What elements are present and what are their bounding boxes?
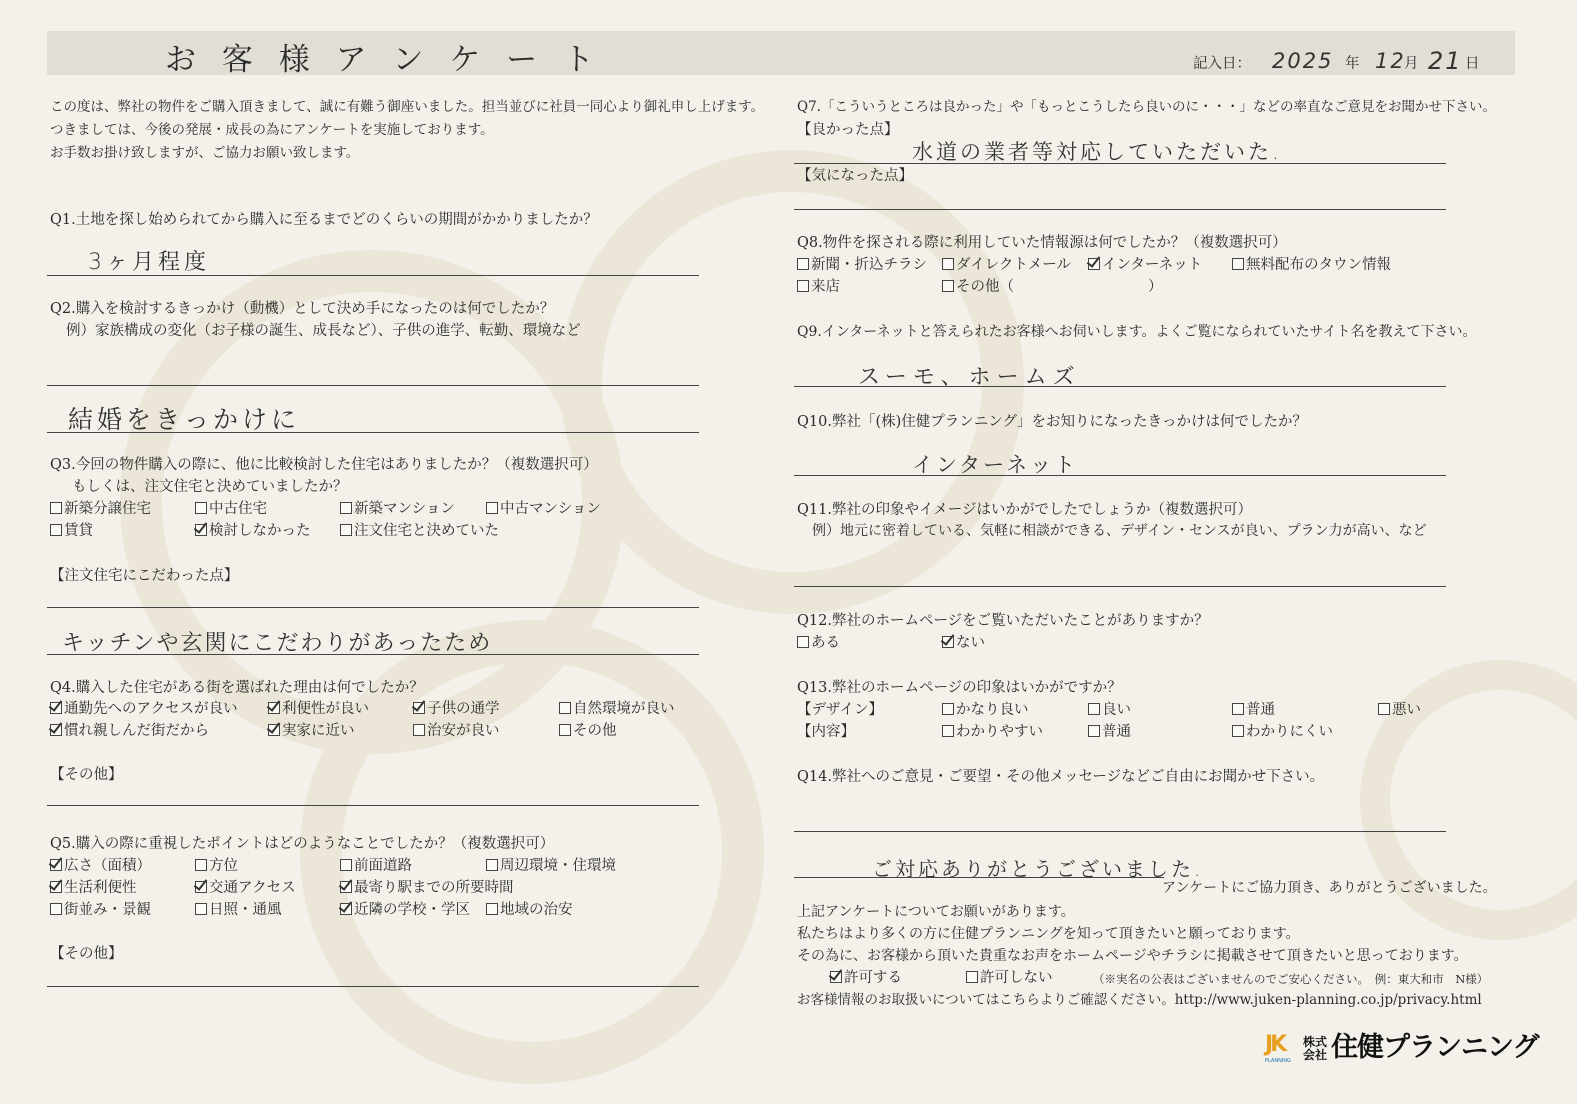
q5-option-direction[interactable]: 方位 <box>195 857 238 875</box>
q7-good-answer: 水道の業者等対応していただいた. <box>912 140 1282 164</box>
checkbox[interactable] <box>1232 725 1244 737</box>
q13-content-label: 【内容】 <box>797 724 855 740</box>
q8-option-direct-mail[interactable]: ダイレクトメール <box>942 256 1071 274</box>
checkbox[interactable] <box>50 524 62 536</box>
q3-question: Q3.今回の物件購入の際に、他に比較検討した住宅はありましたか？（複数選択可） <box>50 457 598 473</box>
checkbox[interactable] <box>413 724 425 736</box>
q13-design-good[interactable]: 良い <box>1088 701 1131 719</box>
q4-option-nature[interactable]: 自然環境が良い <box>559 700 675 718</box>
q7-concern-line <box>794 209 1446 210</box>
checkbox[interactable] <box>1232 703 1244 715</box>
checkbox[interactable] <box>942 725 954 737</box>
q5-option-surroundings[interactable]: 周辺環境・住環境 <box>486 857 616 875</box>
privacy-text[interactable]: お客様情報のお取扱いについてはこちらよりご確認ください。http://www.juken-planning.co.jp/privacy.html <box>797 992 1482 1008</box>
logo-company-name: 住健プランニング <box>1331 1032 1539 1063</box>
q5-option-school-district[interactable]: 近隣の学校・学区 <box>340 901 470 919</box>
q5-option-living-convenience[interactable]: 生活利便性 <box>50 879 137 897</box>
q4-option-other[interactable]: その他 <box>559 722 617 740</box>
q5-option-transport[interactable]: 交通アクセス <box>195 879 296 897</box>
q2-answer: 結婚をきっかけに <box>68 405 301 434</box>
date-month: 12 <box>1375 49 1406 73</box>
checkbox-checked[interactable] <box>268 702 280 714</box>
permit-option[interactable]: 許可する <box>830 969 902 987</box>
request-line: 上記アンケートについてお願いがあります。 <box>797 904 1075 920</box>
q3-option-used-mansion[interactable]: 中古マンション <box>486 500 601 518</box>
q14-question: Q14.弊社へのご意見・ご要望・その他メッセージなどご自由にお聞かせ下さい。 <box>797 769 1325 785</box>
date-day: 21 <box>1428 47 1463 75</box>
checkbox-checked[interactable] <box>50 702 62 714</box>
checkbox[interactable] <box>942 280 954 292</box>
q9-answer-line <box>794 386 1446 387</box>
q2-question: Q2.購入を検討するきっかけ（動機）として決め手になったのは何でしたか？ <box>50 301 555 317</box>
q5-question: Q5.購入の際に重視したポイントはどのようなことでしたか？（複数選択可） <box>50 836 555 852</box>
checkbox-checked[interactable] <box>942 636 954 648</box>
q9-answer: スーモ、ホームズ <box>858 365 1081 390</box>
q14-answer: ご対応ありがとうございました. <box>872 857 1204 881</box>
q1-question: Q1.土地を探し始められてから購入に至るまでどのくらいの期間がかかりましたか？ <box>50 212 598 228</box>
q3-answer: キッチンや玄関にこだわりがあったため <box>62 631 493 656</box>
checkbox[interactable] <box>559 724 571 736</box>
q3-option-rental[interactable]: 賃貸 <box>50 522 93 540</box>
q8-option-town-info[interactable]: 無料配布のタウン情報 <box>1232 256 1391 274</box>
q8-question: Q8.物件を探される際に利用していた情報源は何でしたか？（複数選択可） <box>797 235 1287 251</box>
q8-option-visit[interactable]: 来店 <box>797 278 840 296</box>
q14-line-2 <box>794 877 1164 878</box>
checkbox-checked[interactable] <box>268 724 280 736</box>
q5-option-townscape[interactable]: 街並み・景観 <box>50 901 151 919</box>
checkbox[interactable] <box>340 524 352 536</box>
deny-option[interactable]: 許可しない <box>966 969 1053 987</box>
q2-example: 例）家族構成の変化（お子様の誕生、成長など）、子供の進学、転勤、環境など <box>66 323 581 339</box>
q14-line-1 <box>794 831 1446 832</box>
checkbox-checked[interactable] <box>1088 258 1100 270</box>
q13-content-normal[interactable]: 普通 <box>1088 723 1131 741</box>
q5-other-line <box>47 986 699 987</box>
q3-option-custom-house[interactable]: 注文住宅と決めていた <box>340 522 499 540</box>
checkbox-checked[interactable] <box>50 859 62 871</box>
checkbox[interactable] <box>797 258 809 270</box>
q4-option-familiar-town[interactable]: 慣れ親しんだ街だから <box>50 722 209 740</box>
q7-good-line <box>794 163 1446 164</box>
logo-mark-icon: JK PLANNING <box>1265 1032 1291 1064</box>
q8-option-internet[interactable]: インターネット <box>1088 256 1202 274</box>
q3-option-used-house[interactable]: 中古住宅 <box>195 500 267 518</box>
q13-design-normal[interactable]: 普通 <box>1232 701 1275 719</box>
checkbox[interactable] <box>340 502 352 514</box>
q5-option-area[interactable]: 広さ（面積） <box>50 857 151 875</box>
checkbox-checked[interactable] <box>340 903 352 915</box>
q3-line-1 <box>47 607 699 608</box>
q5-other-label: 【その他】 <box>50 946 123 962</box>
checkbox[interactable] <box>559 702 571 714</box>
q13-content-unclear[interactable]: わかりにくい <box>1232 723 1333 741</box>
checkbox[interactable] <box>1088 725 1100 737</box>
q8-option-other[interactable]: その他（ <box>942 278 1014 296</box>
q3-option-new-built-house[interactable]: 新築分譲住宅 <box>50 500 151 518</box>
q4-option-near-parents[interactable]: 実家に近い <box>268 722 355 740</box>
q4-option-school-commute[interactable]: 子供の通学 <box>413 700 500 718</box>
intro-line: つきましては、今後の発展・成長の為にアンケートを実施しております。 <box>50 122 494 138</box>
q8-close-paren: ） <box>1148 279 1163 295</box>
q11-example: 例）地元に密着している、気軽に相談ができる、デザイン・センスが良い、プラン力が高い、など <box>812 523 1427 539</box>
date-label: 記入日： <box>1193 56 1251 72</box>
q4-option-commute-access[interactable]: 通勤先へのアクセスが良い <box>50 700 238 718</box>
q4-option-safety[interactable]: 治安が良い <box>413 722 500 740</box>
q5-option-station-time[interactable]: 最寄り駅までの所要時間 <box>340 879 514 897</box>
q4-other-line <box>47 805 699 806</box>
checkbox[interactable] <box>942 703 954 715</box>
q1-answer-line <box>47 275 699 276</box>
checkbox[interactable] <box>486 859 498 871</box>
intro-line: お手数お掛け致しますが、ご協力お願い致します。 <box>50 145 360 161</box>
checkbox[interactable] <box>797 636 809 648</box>
company-logo <box>1265 1030 1550 1070</box>
q1-answer: 3ヶ月程度 <box>88 250 210 275</box>
checkbox[interactable] <box>942 258 954 270</box>
q11-answer-line <box>794 586 1446 587</box>
q10-question: Q10.弊社「(株)住健プランニング」をお知りになったきっかけは何でしたか？ <box>797 414 1307 430</box>
q13-design-very-good[interactable]: かなり良い <box>942 701 1029 719</box>
q9-question: Q9.インターネットと答えられたお客様へお伺いします。よくご覧になられていたサイト名を教えて下さい。 <box>797 324 1477 340</box>
q3-option-new-mansion[interactable]: 新築マンション <box>340 500 455 518</box>
checkbox-checked[interactable] <box>50 724 62 736</box>
checkbox[interactable] <box>340 859 352 871</box>
q4-other-label: 【その他】 <box>50 767 123 783</box>
q7-concern-label: 【気になった点】 <box>797 168 913 184</box>
page-title: お 客 様 ア ン ケ ー ト <box>165 42 602 78</box>
q13-design-label: 【デザイン】 <box>797 702 883 718</box>
q10-answer-line <box>794 475 1446 476</box>
q11-question: Q11.弊社の印象やイメージはいかがでしたでしょうか（複数選択可） <box>797 502 1253 518</box>
date-year: 2025 <box>1272 49 1334 73</box>
q7-good-label: 【良かった点】 <box>797 122 899 138</box>
anonymity-note: （※実名の公表はございませんのでご安心ください。 例：東大和市 N様） <box>1093 972 1489 986</box>
checkbox[interactable] <box>797 280 809 292</box>
q5-option-front-road[interactable]: 前面道路 <box>340 857 412 875</box>
date-year-unit: 年 <box>1345 56 1360 72</box>
checkbox[interactable] <box>195 502 207 514</box>
checkbox[interactable] <box>1232 258 1244 270</box>
checkbox-checked[interactable] <box>195 881 207 893</box>
q5-option-sunlight[interactable]: 日照・通風 <box>195 901 282 919</box>
checkbox-checked[interactable] <box>413 702 425 714</box>
checkbox[interactable] <box>486 903 498 915</box>
q4-question: Q4.購入した住宅がある街を選ばれた理由は何でしたか？ <box>50 680 424 696</box>
checkbox[interactable] <box>1088 703 1100 715</box>
q8-option-newspaper[interactable]: 新聞・折込チラシ <box>797 256 927 274</box>
date-month-unit: 月 <box>1404 56 1419 72</box>
q3-detail-label: 【注文住宅にこだわった点】 <box>50 568 239 584</box>
q13-content-clear[interactable]: わかりやすい <box>942 723 1043 741</box>
checkbox[interactable] <box>195 903 207 915</box>
checkbox[interactable] <box>966 971 978 983</box>
q5-option-area-safety[interactable]: 地域の治安 <box>486 901 573 919</box>
q4-option-convenience[interactable]: 利便性が良い <box>268 700 369 718</box>
checkbox-checked[interactable] <box>830 971 842 983</box>
q13-question: Q13.弊社のホームページの印象はいかがですか？ <box>797 680 1122 696</box>
q12-option-no[interactable]: ない <box>942 634 985 652</box>
q10-answer: インターネット <box>912 453 1079 477</box>
checkbox-checked[interactable] <box>195 524 207 536</box>
logo-kabushiki: 株式会社 <box>1303 1035 1328 1062</box>
q2-line-2 <box>47 432 699 433</box>
request-line: その為に、お客様から頂いた貴重なお声をホームページやチラシに掲載させて頂きたいと思っております。 <box>797 948 1468 964</box>
q2-line-1 <box>47 385 699 386</box>
q12-option-yes[interactable]: ある <box>797 634 840 652</box>
q13-design-bad[interactable]: 悪い <box>1378 701 1421 719</box>
checkbox[interactable] <box>1378 703 1390 715</box>
intro-line: この度は、弊社の物件をご購入頂きまして、誠に有難う御座いました。担当並びに社員一同心より御礼申し上げます。 <box>50 99 765 115</box>
checkbox[interactable] <box>50 903 62 915</box>
request-line: 私たちはより多くの方に住健プランニングを知って頂きたいと願っております。 <box>797 926 1300 942</box>
checkbox-checked[interactable] <box>50 881 62 893</box>
q7-question: Q7.「こういうところは良かった」や「もっとこうしたら良いのに・・・」などの率直なご意見をお聞かせ下さい。 <box>797 99 1496 115</box>
date-day-unit: 日 <box>1465 56 1480 72</box>
thanks-text: アンケートにご協力頂き、ありがとうございました。 <box>1162 880 1497 896</box>
checkbox[interactable] <box>195 859 207 871</box>
checkbox[interactable] <box>486 502 498 514</box>
checkbox[interactable] <box>50 502 62 514</box>
q3-line-2 <box>47 654 699 655</box>
checkbox-checked[interactable] <box>340 881 352 893</box>
q3-option-no-comparison[interactable]: 検討しなかった <box>195 522 311 540</box>
q3-question-2: もしくは、注文住宅と決めていましたか？ <box>72 479 348 495</box>
q12-question: Q12.弊社のホームページをご覧いただいたことがありますか？ <box>797 613 1209 629</box>
